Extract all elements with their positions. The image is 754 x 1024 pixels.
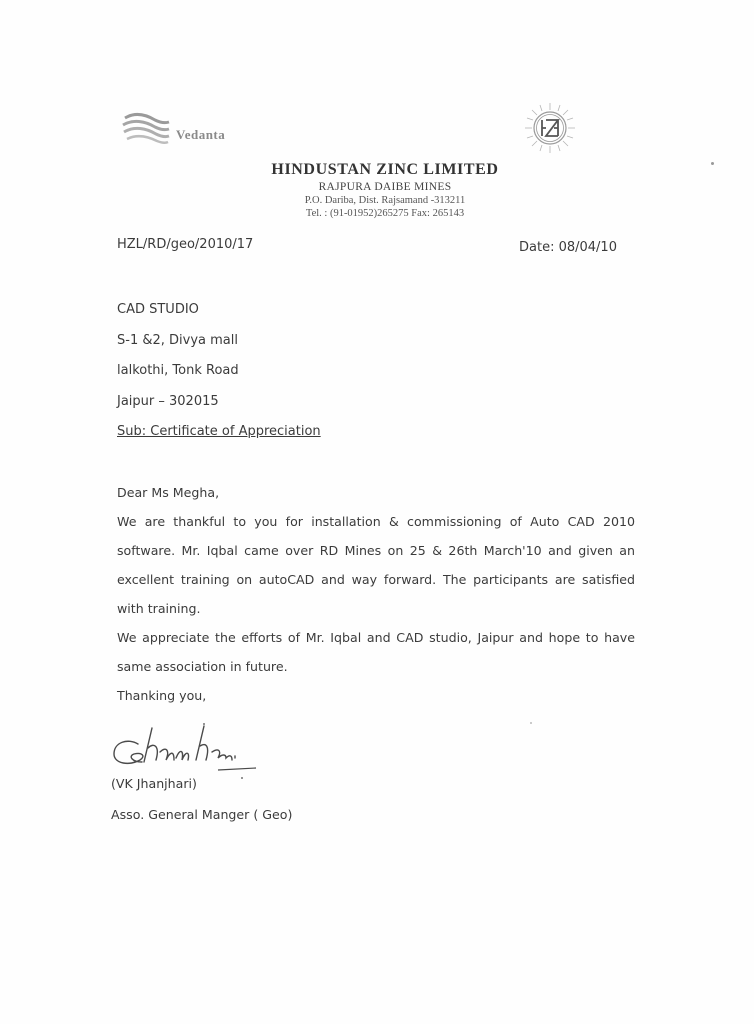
body-line: software. Mr. Iqbal came over RD Mines on 25 & 26th March'10 and given an: [117, 543, 635, 558]
handwritten-signature: [108, 722, 268, 782]
recipient-line: lalkothi, Tonk Road: [117, 363, 239, 378]
body-line: We are thankful to you for installation & commissioning of Auto CAD 2010: [117, 514, 635, 529]
reference-number: HZL/RD/geo/2010/17: [117, 237, 254, 252]
recipient-line: S-1 &2, Divya mall: [117, 332, 238, 348]
body-line: with training.: [117, 601, 201, 616]
scan-speck: [530, 722, 532, 724]
scan-speck: [711, 162, 714, 165]
letter-date: Date: 08/04/10: [519, 240, 617, 255]
recipient-line: Jaipur – 302015: [117, 393, 219, 409]
body-line: We appreciate the efforts of Mr. Iqbal and CAD studio, Jaipur and hope to have: [117, 630, 635, 645]
signer-name: (VK Jhanjhari): [111, 776, 197, 791]
closing: Thanking you,: [117, 688, 207, 703]
recipient-line: CAD STUDIO: [117, 302, 199, 317]
vedanta-wave-logo-icon: [121, 110, 171, 150]
company-address: P.O. Dariba, Dist. Rajsamand -313211: [304, 195, 466, 206]
company-contact: Tel. : (91-01952)265275 Fax: 265143: [305, 208, 465, 219]
letter-body: [117, 478, 635, 710]
vedanta-brand-name: Vedanta: [176, 127, 226, 142]
subject-line: Sub: Certificate of Appreciation: [117, 424, 321, 439]
salutation: Dear Ms Megha,: [117, 485, 220, 500]
unit-name: RAJPURA DAIBE MINES: [318, 181, 452, 193]
body-line: excellent training on autoCAD and way forward. The participants are satisfied: [117, 572, 635, 587]
body-line: same association in future.: [117, 659, 288, 674]
recipient-address: [117, 295, 321, 448]
company-name: HINDUSTAN ZINC LIMITED: [271, 161, 499, 178]
letterhead: [230, 160, 540, 220]
hindustan-zinc-seal-icon: [524, 102, 576, 154]
signer-designation: Asso. General Manger ( Geo): [111, 807, 293, 822]
